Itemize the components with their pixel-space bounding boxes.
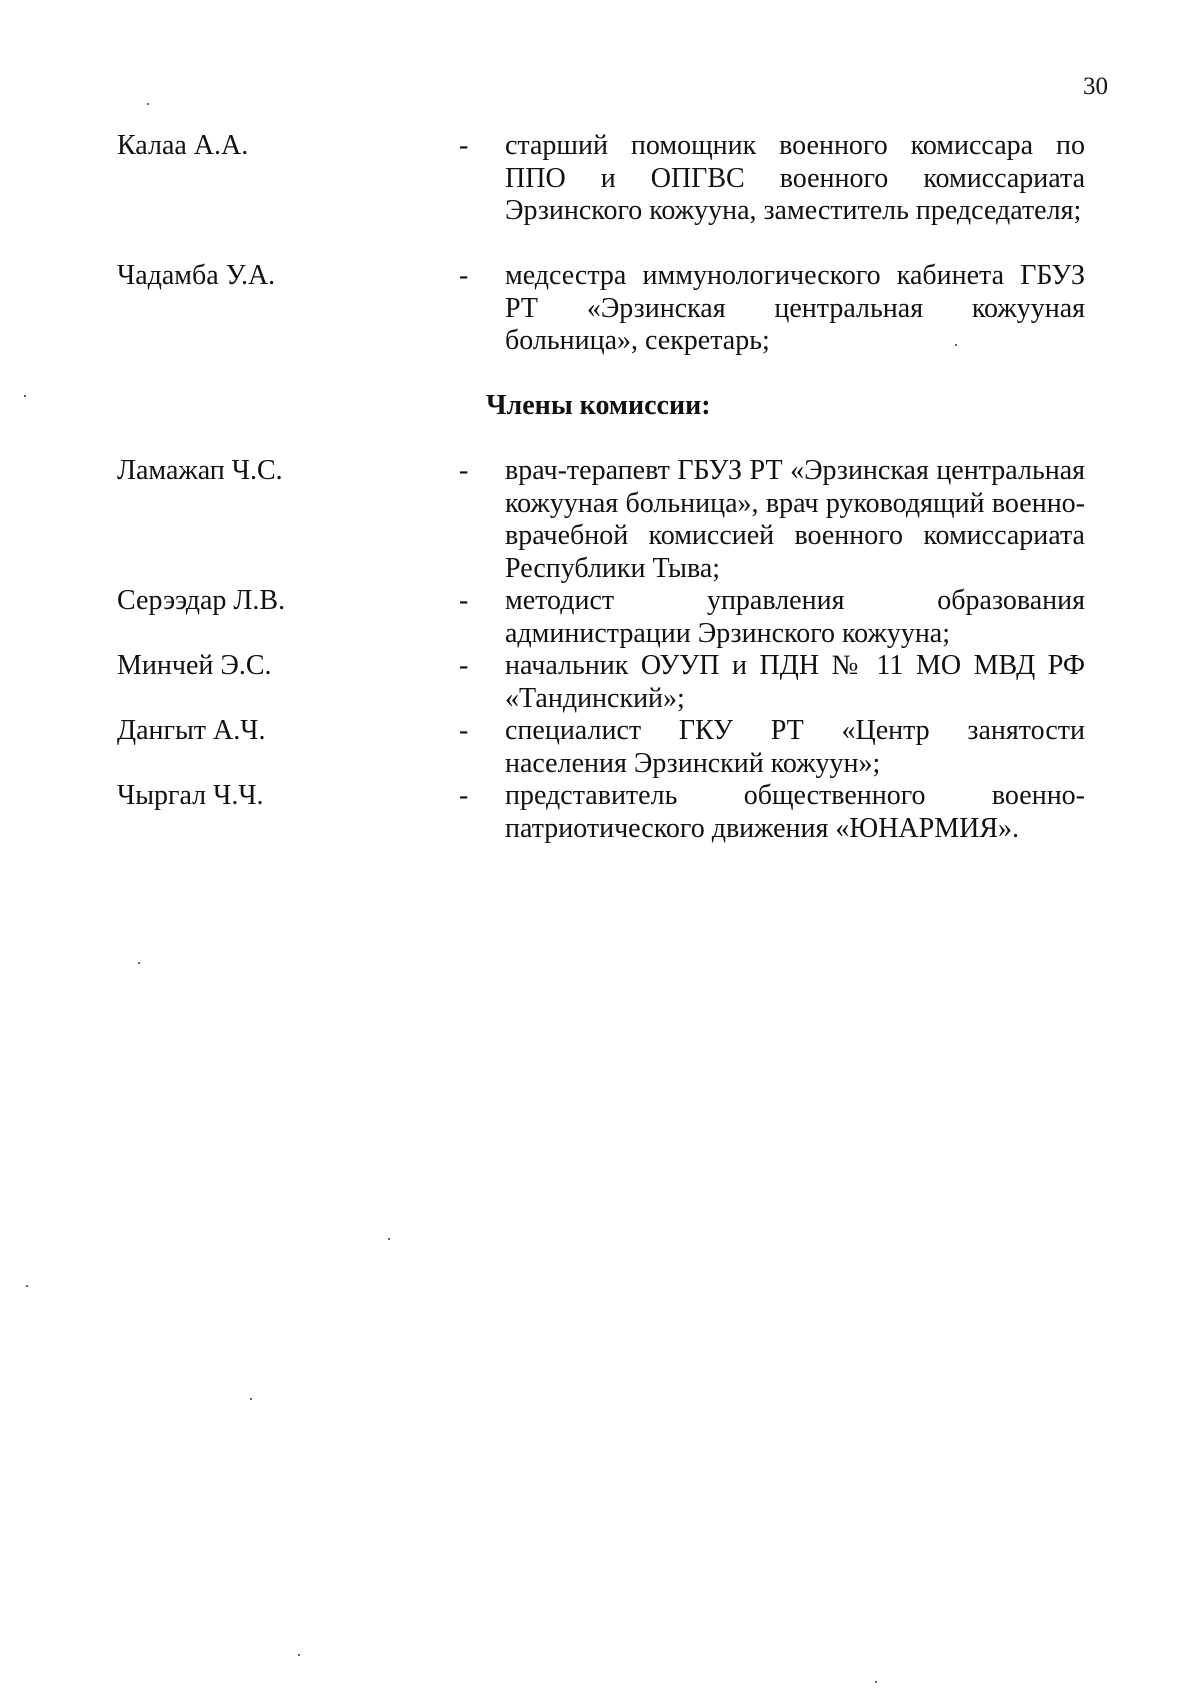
- page-number: 30: [1083, 73, 1108, 100]
- member-role: специалист ГКУ РТ «Центр занятости населения Эрзинский кожуун»;: [505, 715, 1085, 779]
- member-name: Калаа А.А.: [117, 130, 249, 161]
- entry-dash: -: [459, 585, 469, 616]
- members-heading: Члены комиссии:: [486, 390, 711, 421]
- entry-dash: -: [459, 130, 469, 161]
- scan-speck: [875, 1681, 877, 1683]
- member-role: старший помощник военного комиссара по ППО и ОПГВС военного комиссариата Эрзинского кожууна, заместитель председателя;: [505, 130, 1085, 226]
- entry-dash: -: [459, 650, 469, 681]
- scan-speck: [298, 1654, 300, 1656]
- scan-speck: [955, 344, 957, 346]
- member-name: Чыргал Ч.Ч.: [117, 780, 264, 811]
- scan-speck: [26, 1285, 28, 1287]
- member-role: представитель общественного военно-патриотического движения «ЮНАРМИЯ».: [505, 780, 1085, 844]
- scan-speck: [147, 103, 149, 105]
- member-name: Чадамба У.А.: [117, 260, 276, 291]
- member-role: начальник ОУУП и ПДН № 11 МО МВД РФ «Тандинский»;: [505, 650, 1085, 714]
- scan-speck: [388, 1238, 390, 1240]
- member-role: медсестра иммунологического кабинета ГБУЗ РТ «Эрзинская центральная кожууная больница», секретарь;: [505, 260, 1085, 356]
- member-role: врач-терапевт ГБУЗ РТ «Эрзинская центральная кожууная больница», врач руководящий военно-врачебной комиссией военного комиссариата Республики Тыва;: [505, 455, 1085, 584]
- entry-dash: -: [459, 455, 469, 486]
- member-name: Серээдар Л.В.: [117, 585, 286, 616]
- member-name: Ламажап Ч.С.: [117, 455, 283, 486]
- entry-dash: -: [459, 780, 469, 811]
- member-role: методист управления образования администрации Эрзинского кожууна;: [505, 585, 1085, 649]
- scan-speck: [250, 1398, 252, 1400]
- entry-dash: -: [459, 260, 469, 291]
- entry-dash: -: [459, 715, 469, 746]
- scan-speck: [24, 395, 26, 397]
- scan-speck: [138, 962, 140, 964]
- member-name: Дангыт А.Ч.: [117, 715, 266, 746]
- member-name: Минчей Э.С.: [117, 650, 272, 681]
